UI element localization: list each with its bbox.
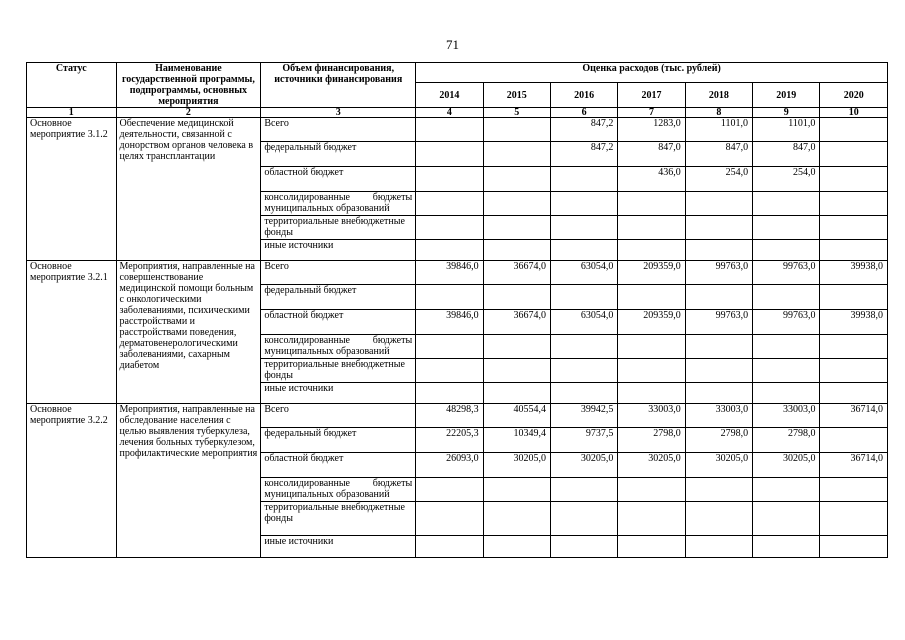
value-cell-2019	[753, 502, 820, 536]
status-cell: Основное мероприятие 3.2.2	[27, 404, 117, 558]
value-cell-2019: 2798,0	[753, 428, 820, 453]
value-cell-2017	[618, 285, 685, 310]
funding-source-cell: иные источники	[261, 383, 416, 404]
value-cell-2017: 33003,0	[618, 404, 685, 428]
value-cell-2016	[550, 216, 617, 240]
header-year: 2020	[820, 83, 888, 108]
value-cell-2020	[820, 359, 888, 383]
value-cell-2015	[483, 167, 550, 192]
column-number: 1	[27, 108, 117, 118]
value-cell-2020	[820, 118, 888, 142]
value-cell-2014	[416, 118, 483, 142]
value-cell-2020	[820, 285, 888, 310]
column-number: 10	[820, 108, 888, 118]
value-cell-2019	[753, 359, 820, 383]
value-cell-2018	[685, 192, 752, 216]
value-cell-2014	[416, 240, 483, 261]
value-cell-2019	[753, 536, 820, 558]
column-number: 6	[550, 108, 617, 118]
value-cell-2014	[416, 335, 483, 359]
table-row	[27, 261, 888, 285]
header-status: Статус	[27, 63, 117, 108]
value-cell-2018	[685, 478, 752, 502]
funding-source-cell: областной бюджет	[261, 310, 416, 335]
value-cell-2015: 10349,4	[483, 428, 550, 453]
budget-table	[26, 62, 888, 558]
value-cell-2018: 847,0	[685, 142, 752, 167]
value-cell-2016: 63054,0	[550, 310, 617, 335]
column-number: 9	[753, 108, 820, 118]
value-cell-2019	[753, 216, 820, 240]
funding-source-cell: консолидированные бюджеты муниципальных образований	[261, 192, 416, 216]
activity-name-cell: Мероприятия, направленные на совершенствование медицинской помощи больным с онкологическими заболеваниями, психическими расстройствами и расстройствами поведения, дерматовенерологическими заболеваниями, сахарным диабетом	[116, 261, 261, 404]
value-cell-2015	[483, 142, 550, 167]
funding-source-cell: консолидированные бюджеты муниципальных образований	[261, 478, 416, 502]
value-cell-2017	[618, 335, 685, 359]
value-cell-2020	[820, 478, 888, 502]
value-cell-2017	[618, 192, 685, 216]
value-cell-2014	[416, 502, 483, 536]
funding-source-cell: федеральный бюджет	[261, 142, 416, 167]
column-number: 8	[685, 108, 752, 118]
value-cell-2019	[753, 383, 820, 404]
value-cell-2014: 22205,3	[416, 428, 483, 453]
table-row	[27, 404, 888, 428]
value-cell-2016	[550, 383, 617, 404]
value-cell-2015: 36674,0	[483, 310, 550, 335]
value-cell-2020: 36714,0	[820, 453, 888, 478]
funding-source-cell: Всего	[261, 118, 416, 142]
value-cell-2020: 39938,0	[820, 310, 888, 335]
value-cell-2014	[416, 478, 483, 502]
value-cell-2016	[550, 359, 617, 383]
value-cell-2018	[685, 216, 752, 240]
value-cell-2018	[685, 383, 752, 404]
funding-source-cell: территориальные внебюджетные фонды	[261, 216, 416, 240]
value-cell-2018	[685, 359, 752, 383]
value-cell-2017	[618, 502, 685, 536]
table-body	[27, 118, 888, 558]
value-cell-2017	[618, 359, 685, 383]
value-cell-2014	[416, 167, 483, 192]
header-funding: Объем финансирования, источники финансирования	[261, 63, 416, 108]
value-cell-2015	[483, 285, 550, 310]
value-cell-2018: 33003,0	[685, 404, 752, 428]
header-year: 2018	[685, 83, 752, 108]
value-cell-2017	[618, 216, 685, 240]
value-cell-2016	[550, 536, 617, 558]
funding-source-cell: областной бюджет	[261, 453, 416, 478]
value-cell-2020	[820, 240, 888, 261]
value-cell-2019	[753, 192, 820, 216]
funding-source-cell: федеральный бюджет	[261, 285, 416, 310]
header-year: 2015	[483, 83, 550, 108]
value-cell-2019	[753, 335, 820, 359]
value-cell-2016	[550, 478, 617, 502]
value-cell-2017	[618, 536, 685, 558]
value-cell-2015: 30205,0	[483, 453, 550, 478]
value-cell-2016	[550, 240, 617, 261]
value-cell-2017: 2798,0	[618, 428, 685, 453]
value-cell-2016	[550, 502, 617, 536]
value-cell-2014: 39846,0	[416, 261, 483, 285]
header-year: 2019	[753, 83, 820, 108]
value-cell-2020	[820, 142, 888, 167]
value-cell-2016	[550, 285, 617, 310]
value-cell-2014	[416, 142, 483, 167]
table-row	[27, 118, 888, 142]
value-cell-2019: 254,0	[753, 167, 820, 192]
value-cell-2020: 39938,0	[820, 261, 888, 285]
value-cell-2018: 99763,0	[685, 310, 752, 335]
funding-source-cell: Всего	[261, 261, 416, 285]
value-cell-2014	[416, 536, 483, 558]
value-cell-2020	[820, 167, 888, 192]
value-cell-2016: 847,2	[550, 142, 617, 167]
value-cell-2019: 1101,0	[753, 118, 820, 142]
value-cell-2015	[483, 502, 550, 536]
header-year: 2017	[618, 83, 685, 108]
value-cell-2020	[820, 383, 888, 404]
column-number: 2	[116, 108, 261, 118]
value-cell-2015	[483, 335, 550, 359]
value-cell-2018	[685, 502, 752, 536]
value-cell-2014	[416, 383, 483, 404]
value-cell-2018: 30205,0	[685, 453, 752, 478]
value-cell-2017: 209359,0	[618, 310, 685, 335]
value-cell-2016: 847,2	[550, 118, 617, 142]
value-cell-2020: 36714,0	[820, 404, 888, 428]
header-year: 2014	[416, 83, 483, 108]
value-cell-2017: 436,0	[618, 167, 685, 192]
value-cell-2014	[416, 192, 483, 216]
value-cell-2015	[483, 478, 550, 502]
value-cell-2019: 33003,0	[753, 404, 820, 428]
status-cell: Основное мероприятие 3.1.2	[27, 118, 117, 261]
column-number: 5	[483, 108, 550, 118]
value-cell-2016: 9737,5	[550, 428, 617, 453]
value-cell-2016: 63054,0	[550, 261, 617, 285]
value-cell-2019	[753, 478, 820, 502]
value-cell-2020	[820, 192, 888, 216]
value-cell-2020	[820, 216, 888, 240]
value-cell-2015: 40554,4	[483, 404, 550, 428]
value-cell-2015: 36674,0	[483, 261, 550, 285]
value-cell-2020	[820, 428, 888, 453]
funding-source-cell: территориальные внебюджетные фонды	[261, 359, 416, 383]
value-cell-2019: 30205,0	[753, 453, 820, 478]
value-cell-2018	[685, 285, 752, 310]
value-cell-2014: 26093,0	[416, 453, 483, 478]
value-cell-2014	[416, 285, 483, 310]
funding-source-cell: территориальные внебюджетные фонды	[261, 502, 416, 536]
activity-name-cell: Мероприятия, направленные на обследование населения с целью выявления туберкулеза, лечения больных туберкулезом, профилактические мероприятия	[116, 404, 261, 558]
funding-source-cell: консолидированные бюджеты муниципальных образований	[261, 335, 416, 359]
header-name: Наименование государственной программы, подпрограммы, основных мероприятия	[116, 63, 261, 108]
header-year: 2016	[550, 83, 617, 108]
value-cell-2015	[483, 216, 550, 240]
value-cell-2018: 254,0	[685, 167, 752, 192]
value-cell-2016: 39942,5	[550, 404, 617, 428]
value-cell-2016	[550, 192, 617, 216]
value-cell-2014	[416, 216, 483, 240]
value-cell-2018	[685, 240, 752, 261]
value-cell-2015	[483, 383, 550, 404]
activity-name-cell: Обеспечение медицинской деятельности, связанной с донорством органов человека в целях трансплантации	[116, 118, 261, 261]
column-number: 7	[618, 108, 685, 118]
value-cell-2019	[753, 285, 820, 310]
value-cell-2019: 99763,0	[753, 261, 820, 285]
value-cell-2017: 847,0	[618, 142, 685, 167]
value-cell-2015	[483, 192, 550, 216]
funding-source-cell: федеральный бюджет	[261, 428, 416, 453]
value-cell-2016: 30205,0	[550, 453, 617, 478]
value-cell-2017: 30205,0	[618, 453, 685, 478]
value-cell-2019: 847,0	[753, 142, 820, 167]
value-cell-2016	[550, 167, 617, 192]
value-cell-2017: 209359,0	[618, 261, 685, 285]
value-cell-2020	[820, 536, 888, 558]
funding-source-cell: областной бюджет	[261, 167, 416, 192]
value-cell-2016	[550, 335, 617, 359]
column-number: 4	[416, 108, 483, 118]
funding-source-cell: Всего	[261, 404, 416, 428]
value-cell-2017: 1283,0	[618, 118, 685, 142]
value-cell-2014	[416, 359, 483, 383]
funding-source-cell: иные источники	[261, 240, 416, 261]
header-estimate: Оценка расходов (тыс. рублей)	[416, 63, 888, 83]
status-cell: Основное мероприятие 3.2.1	[27, 261, 117, 404]
page-number: 71	[446, 37, 459, 52]
value-cell-2018	[685, 335, 752, 359]
value-cell-2014: 39846,0	[416, 310, 483, 335]
value-cell-2017	[618, 383, 685, 404]
value-cell-2020	[820, 502, 888, 536]
column-number: 3	[261, 108, 416, 118]
value-cell-2017	[618, 240, 685, 261]
value-cell-2017	[618, 478, 685, 502]
value-cell-2018: 1101,0	[685, 118, 752, 142]
value-cell-2015	[483, 118, 550, 142]
funding-source-cell: иные источники	[261, 536, 416, 558]
value-cell-2014: 48298,3	[416, 404, 483, 428]
value-cell-2015	[483, 240, 550, 261]
value-cell-2018	[685, 536, 752, 558]
value-cell-2018: 99763,0	[685, 261, 752, 285]
value-cell-2015	[483, 536, 550, 558]
value-cell-2015	[483, 359, 550, 383]
value-cell-2020	[820, 335, 888, 359]
value-cell-2019: 99763,0	[753, 310, 820, 335]
value-cell-2019	[753, 240, 820, 261]
value-cell-2018: 2798,0	[685, 428, 752, 453]
